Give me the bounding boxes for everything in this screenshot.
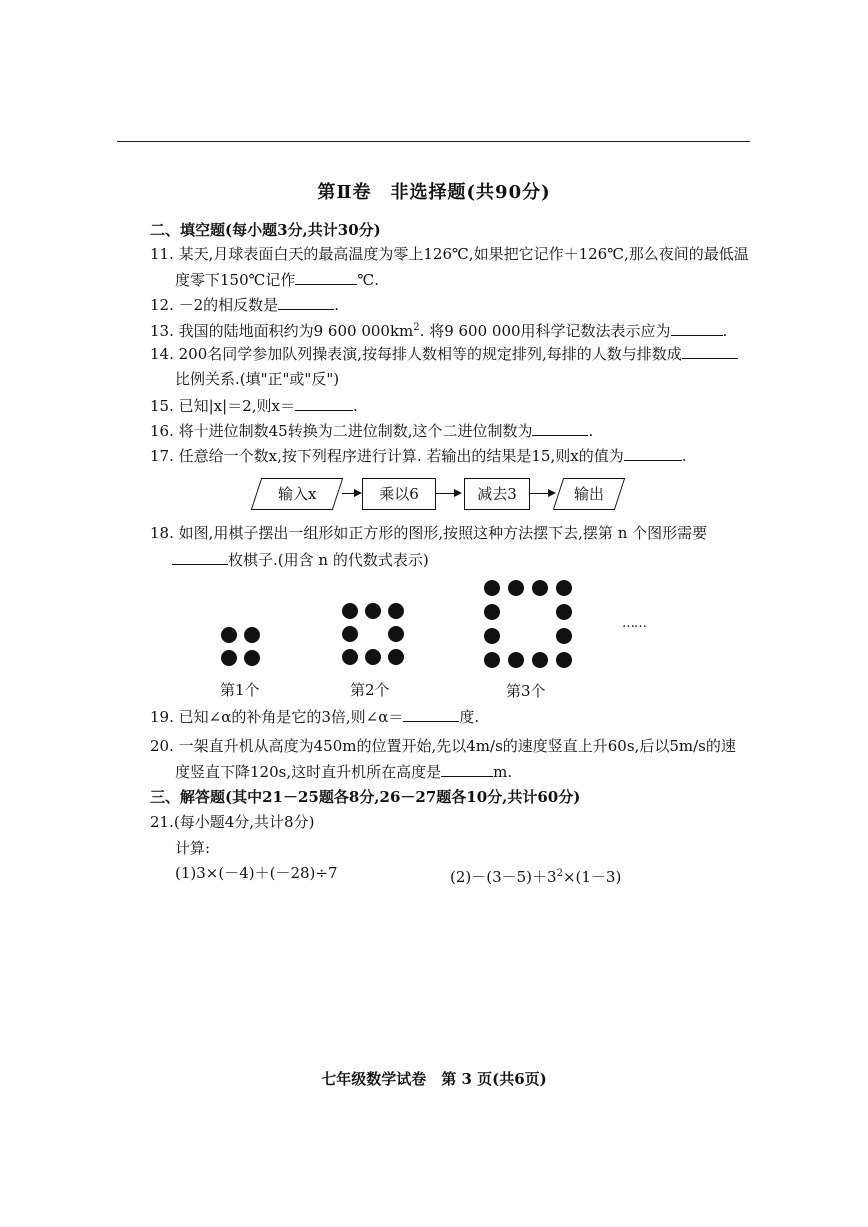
q16-text: 16. 将十进位制数45转换为二进位制数,这个二进位制数为 — [150, 422, 533, 440]
chess-piece — [484, 628, 500, 644]
flow-arrow — [342, 493, 360, 494]
chess-piece — [556, 628, 572, 644]
question-18-line1: 18. 如图,用棋子摆出一组形如正方形的图形,按照这种方法摆下去,摆第 n 个图形需要 — [150, 524, 708, 542]
q18-text: 枚棋子.(用含 n 的代数式表示) — [228, 551, 429, 569]
ellipsis: …… — [622, 616, 646, 631]
answer-blank — [295, 396, 353, 411]
chess-piece — [388, 649, 404, 665]
q13-sup: 2 — [413, 322, 420, 333]
chess-piece — [508, 580, 524, 596]
question-14-line1 — [150, 344, 738, 364]
q11-unit: ℃. — [357, 271, 379, 289]
figure-3-label: 第3个 — [506, 682, 546, 700]
flow-input-label: 输入x — [277, 485, 317, 503]
chess-piece — [532, 580, 548, 596]
question-21-part2 — [450, 864, 621, 887]
question-11-line1: 11. 某天,月球表面白天的最高温度为零上126℃,如果把它记作＋126℃,那么夜间的最低温 — [150, 245, 749, 263]
chess-piece — [365, 603, 381, 619]
figure-2-label: 第2个 — [350, 681, 390, 699]
answer-blank — [441, 762, 493, 777]
question-17 — [150, 446, 687, 466]
flow-output-label: 输出 — [573, 485, 604, 503]
answer-blank — [532, 421, 588, 436]
question-21-heading: 21.(每小题4分,共计8分) — [150, 813, 315, 831]
chess-piece — [342, 626, 358, 642]
q15-text: 15. 已知|x|＝2,则x＝ — [150, 397, 295, 415]
question-11-line2 — [175, 270, 379, 290]
answer-blank — [403, 707, 459, 722]
q17-end: . — [681, 447, 687, 465]
answer-blank — [295, 270, 357, 285]
chess-piece — [388, 603, 404, 619]
flow-step2-box: 减去3 — [464, 478, 530, 510]
chess-piece — [221, 627, 237, 643]
section-answer-heading: 三、解答题(其中21－25题各8分,26－27题各10分,共计60分) — [150, 788, 581, 806]
q21-part2-text: (2)－(3－5)＋3 — [450, 868, 557, 886]
q19-end: 度. — [459, 708, 480, 726]
q21-part2-text2: ×(1－3) — [562, 868, 622, 886]
answer-blank — [278, 295, 334, 310]
q20-text: 度竖直下降120s,这时直升机所在高度是 — [175, 763, 442, 781]
flow-arrow — [530, 493, 554, 494]
page-footer: 七年级数学试卷 第 3 页(共6页) — [321, 1070, 547, 1088]
question-19 — [150, 707, 479, 727]
q14-text: 14. 200名同学参加队列操表演,按每排人数相等的规定排列,每排的人数与排数成 — [150, 345, 682, 363]
chess-piece — [244, 627, 260, 643]
answer-blank — [172, 550, 228, 565]
q13-end: . — [722, 322, 728, 340]
chess-piece — [342, 649, 358, 665]
chess-piece — [484, 604, 500, 620]
chess-piece — [508, 652, 524, 668]
flow-arrow — [436, 493, 460, 494]
question-21-instruction: 计算: — [175, 839, 211, 857]
q20-unit: m. — [493, 763, 513, 781]
question-13 — [150, 318, 727, 341]
chess-piece — [388, 626, 404, 642]
q19-text: 19. 已知∠α的补角是它的3倍,则∠α＝ — [150, 708, 404, 726]
question-12 — [150, 295, 339, 315]
q11-text: 度零下150℃记作 — [175, 271, 296, 289]
top-rule — [117, 141, 750, 142]
part-title: 第Ⅱ卷 非选择题(共90分) — [317, 182, 551, 203]
chess-piece — [532, 652, 548, 668]
section-fill-heading: 二、填空题(每小题3分,共计30分) — [150, 221, 381, 239]
question-14-line2: 比例关系.(填"正"或"反") — [175, 370, 340, 388]
chess-piece — [556, 652, 572, 668]
chess-piece — [484, 652, 500, 668]
answer-blank — [682, 344, 738, 359]
chess-piece — [365, 649, 381, 665]
q12-end: . — [334, 296, 339, 314]
question-20-line2 — [175, 762, 512, 782]
answer-blank — [624, 446, 682, 461]
program-flowchart — [246, 478, 626, 512]
question-16 — [150, 421, 593, 441]
figure-1-label: 第1个 — [220, 681, 260, 699]
chess-piece — [556, 604, 572, 620]
question-20-line1: 20. 一架直升机从高度为450m的位置开始,先以4m/s的速度竖直上升60s,后以5m/s的速 — [150, 737, 736, 755]
chess-piece — [221, 650, 237, 666]
flow-output-box — [553, 478, 625, 510]
q13-text: 13. 我国的陆地面积约为9 600 000km — [150, 322, 414, 340]
question-15 — [150, 396, 358, 416]
q12-text: 12. －2的相反数是 — [150, 296, 279, 314]
q16-end: . — [588, 422, 594, 440]
q21-part2-sup: 2 — [556, 868, 563, 879]
answer-blank — [671, 321, 723, 336]
flow-step1-box: 乘以6 — [362, 478, 436, 510]
question-21-part1: (1)3×(－4)＋(－28)÷7 — [175, 864, 338, 882]
flow-input-box — [251, 478, 343, 510]
chess-piece — [556, 580, 572, 596]
chess-piece — [484, 580, 500, 596]
chess-piece — [244, 650, 260, 666]
question-18-line2 — [172, 550, 429, 570]
q13-text2: . 将9 600 000用科学记数法表示应为 — [419, 322, 671, 340]
q17-text: 17. 任意给一个数x,按下列程序进行计算. 若输出的结果是15,则x的值为 — [150, 447, 624, 465]
q15-end: . — [352, 397, 358, 415]
chess-piece — [342, 603, 358, 619]
